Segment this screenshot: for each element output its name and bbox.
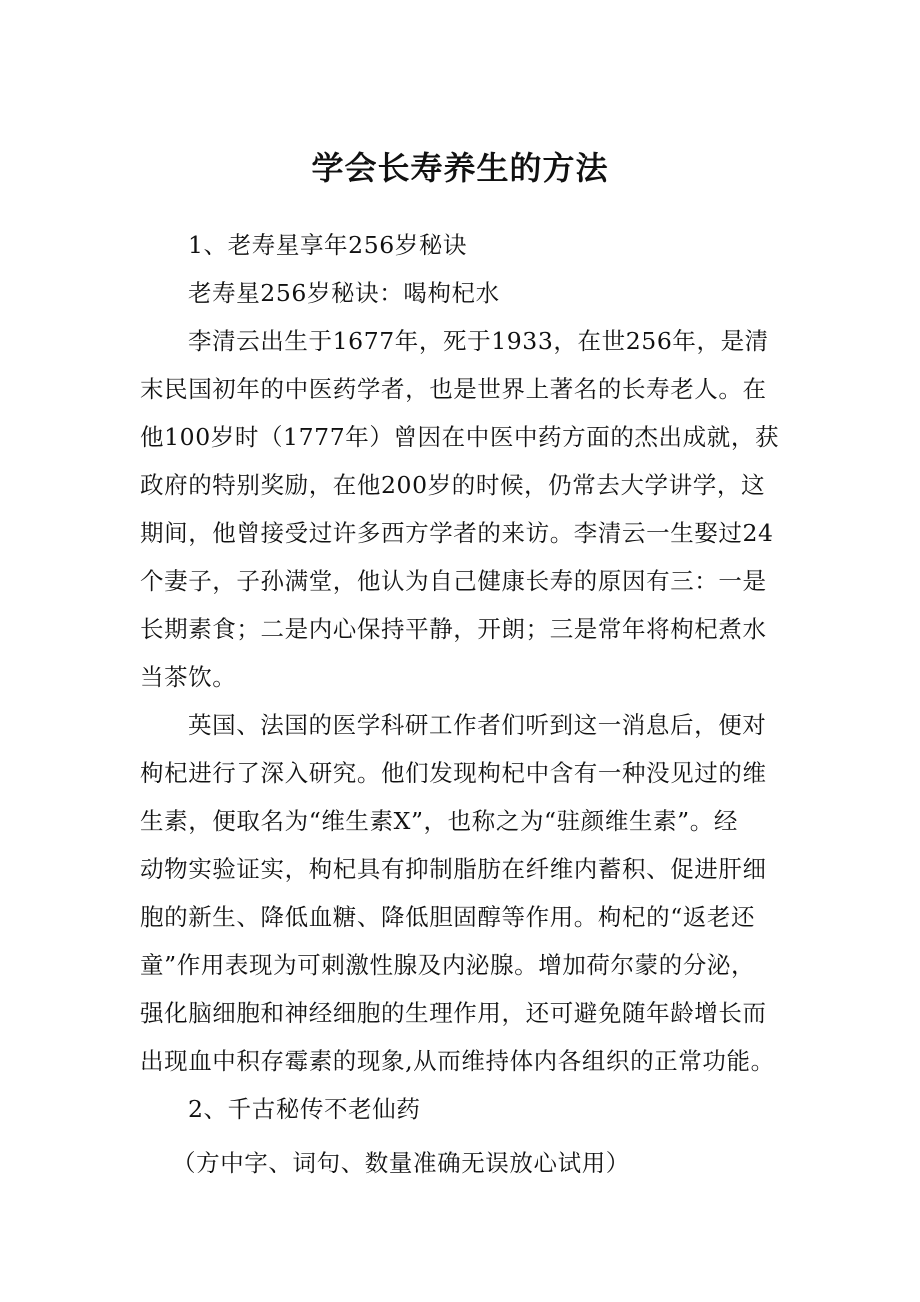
paragraph-line: 英国、法国的医学科研工作者们听到这一消息后，便对 xyxy=(188,711,767,739)
paragraph-line: 强化脑细胞和神经细胞的生理作用，还可避免随年龄增长而 xyxy=(140,999,767,1027)
paragraph-line: 期间，他曾接受过许多西方学者的来访。李清云一生娶过24 xyxy=(140,519,774,547)
section-heading: 1、老寿星享年256岁秘诀 xyxy=(188,231,468,259)
note-line: （方中字、词句、数量准确无误放心试用） xyxy=(172,1149,630,1177)
subheading: 老寿星256岁秘诀：喝枸杞水 xyxy=(188,279,500,307)
paragraph-line: 胞的新生、降低血糖、降低胆固醇等作用。枸杞的“返老还 xyxy=(140,903,756,931)
paragraph-line: 他100岁时（1777年）曾因在中医中药方面的杰出成就，获 xyxy=(140,423,780,451)
paragraph-line: 童”作用表现为可刺激性腺及内泌腺。增加荷尔蒙的分泌， xyxy=(140,951,756,979)
paragraph-line: 动物实验证实，枸杞具有抑制脂肪在纤维内蓄积、促进肝细 xyxy=(140,855,767,883)
paragraph-line: 枸杞进行了深入研究。他们发现枸杞中含有一种没见过的维 xyxy=(140,759,767,787)
paragraph-line: 生素，便取名为“维生素X”，也称之为“驻颜维生素”。经 xyxy=(140,807,738,835)
paragraph-line: 末民国初年的中医药学者，也是世界上著名的长寿老人。在 xyxy=(140,375,767,403)
paragraph-line: 个妻子，子孙满堂，他认为自己健康长寿的原因有三：一是 xyxy=(140,567,767,595)
paragraph-line: 长期素食；二是内心保持平静，开朗；三是常年将枸杞煮水 xyxy=(140,615,767,643)
document-title: 学会长寿养生的方法 xyxy=(311,149,609,187)
paragraph-line: 出现血中积存霉素的现象,从而维持体内各组织的正常功能。 xyxy=(140,1047,775,1075)
section-heading: 2、千古秘传不老仙药 xyxy=(188,1095,421,1123)
document-body xyxy=(140,221,800,1187)
paragraph-line: 李清云出生于1677年，死于1933，在世256年，是清 xyxy=(188,327,769,355)
paragraph-line: 当茶饮。 xyxy=(140,663,237,691)
paragraph-line: 政府的特别奖励，在他200岁的时候，仍常去大学讲学，这 xyxy=(140,471,766,499)
